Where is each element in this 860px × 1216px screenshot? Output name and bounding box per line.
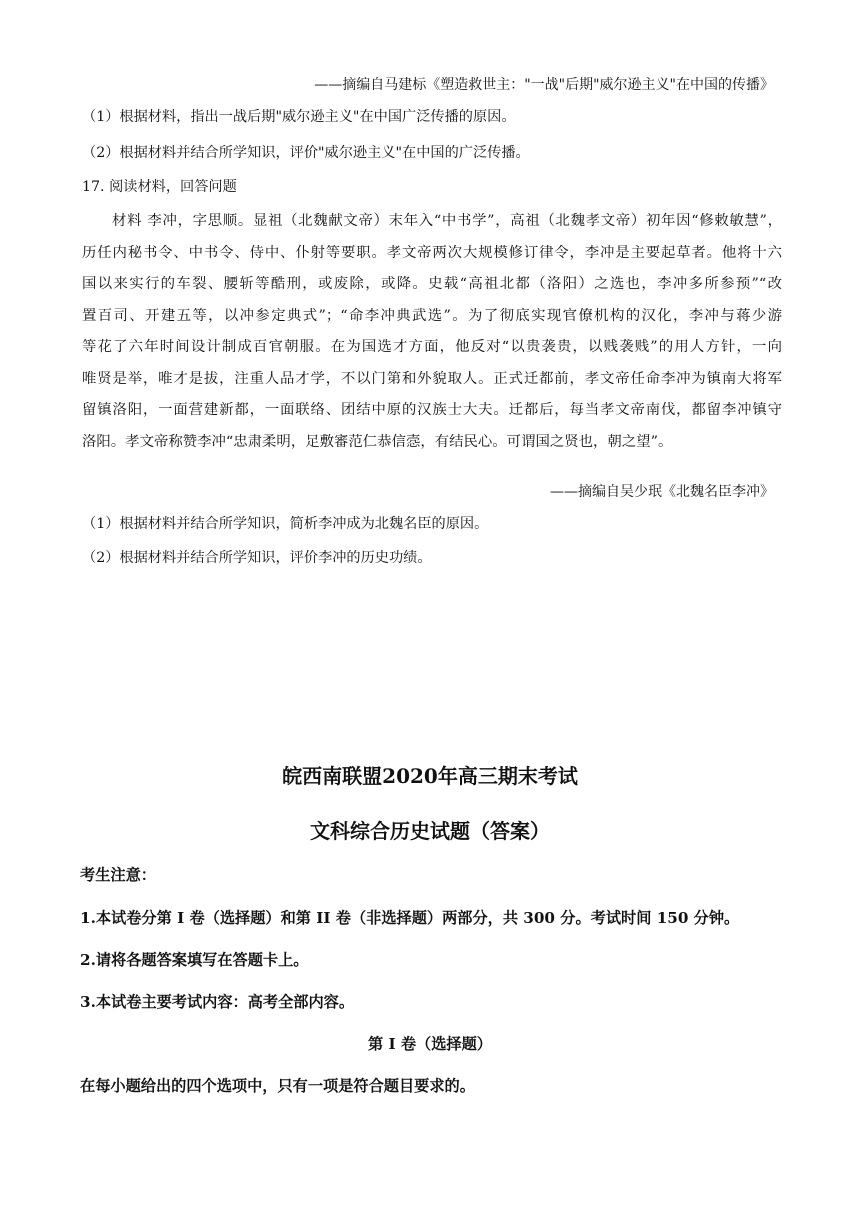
material-line: 置百司、开建五等，以冲参定典式”；“命李冲典武选”。为了彻底实现官僚机构的汉化，李冲与蒋少游 bbox=[82, 307, 782, 324]
source-citation-lichong: ——摘编自吴少珉《北魏名臣李冲》 bbox=[550, 484, 774, 500]
notice-title: 考生注意： bbox=[80, 866, 156, 884]
question-17-part-2: （2）根据材料并结合所学知识，评价李冲的历史功绩。 bbox=[82, 550, 432, 566]
notice-item-3: 3.本试卷主要考试内容：高考全部内容。 bbox=[80, 993, 355, 1011]
question-17-heading: 17. 阅读材料，回答问题 bbox=[82, 179, 237, 195]
question-17-material bbox=[82, 206, 782, 458]
question-16-part-1: （1）根据材料，指出一战后期"威尔逊主义"在中国广泛传播的原因。 bbox=[82, 109, 516, 125]
material-line: 历任内秘书令、中书令、侍中、仆射等要职。孝文帝两次大规模修订律令，李冲是主要起草者。他将十六 bbox=[82, 244, 782, 261]
material-line: 唯贤是举，唯才是拔，注重人品才学，不以门第和外貌取人。正式迁都前，孝文帝任命李冲为镇南大将军 bbox=[82, 370, 782, 387]
material-line: 等花了六年时间设计制成百官朝服。在为国选才方面，他反对“以贵袭贵，以贱袭贱”的用人方针，一向 bbox=[82, 339, 782, 355]
exam-title: 皖西南联盟2020年高三期末考试 bbox=[282, 764, 578, 788]
exam-subtitle: 文科综合历史试题（答案） bbox=[310, 819, 550, 843]
question-17-part-1: （1）根据材料并结合所学知识，简析李冲成为北魏名臣的原因。 bbox=[82, 516, 489, 532]
source-citation-wilson: ——摘编自马建标《塑造救世主："一战"后期"威尔逊主义"在中国的传播》 bbox=[314, 77, 774, 93]
volume-title: 第 I 卷（选择题） bbox=[368, 1035, 492, 1053]
material-line: 洛阳。孝文帝称赞李冲“忠肃柔明，足敷審范仁恭信悫，有结民心。可谓国之贤也，朝之望”。 bbox=[82, 433, 673, 450]
question-16-part-2: （2）根据材料并结合所学知识，评价"威尔逊主义"在中国的广泛传播。 bbox=[82, 145, 530, 161]
notice-item-1: 1.本试卷分第 I 卷（选择题）和第 II 卷（非选择题）两部分，共 300 分。考试时间 150 分钟。 bbox=[80, 909, 740, 927]
material-line: 留镇洛阳，一面营建新都，一面联络、团结中原的汉族士大夫。迁都后，每当孝文帝南伐，都留李冲镇守 bbox=[82, 402, 782, 418]
material-line: 国以来实行的车裂、腰斩等酷刑，或废除，或降。史载“高祖北都（洛阳）之选也，李冲多所参预”“改 bbox=[82, 276, 782, 292]
notice-item-2: 2.请将各题答案填写在答题卡上。 bbox=[80, 951, 309, 969]
material-line: 材料 李冲，字思顺。显祖（北魏献文帝）末年入“中书学”，高祖（北魏孝文帝）初年因“修敕敏慧”， bbox=[112, 213, 782, 229]
instruction-text: 在每小题给出的四个选项中，只有一项是符合题目要求的。 bbox=[80, 1077, 475, 1095]
